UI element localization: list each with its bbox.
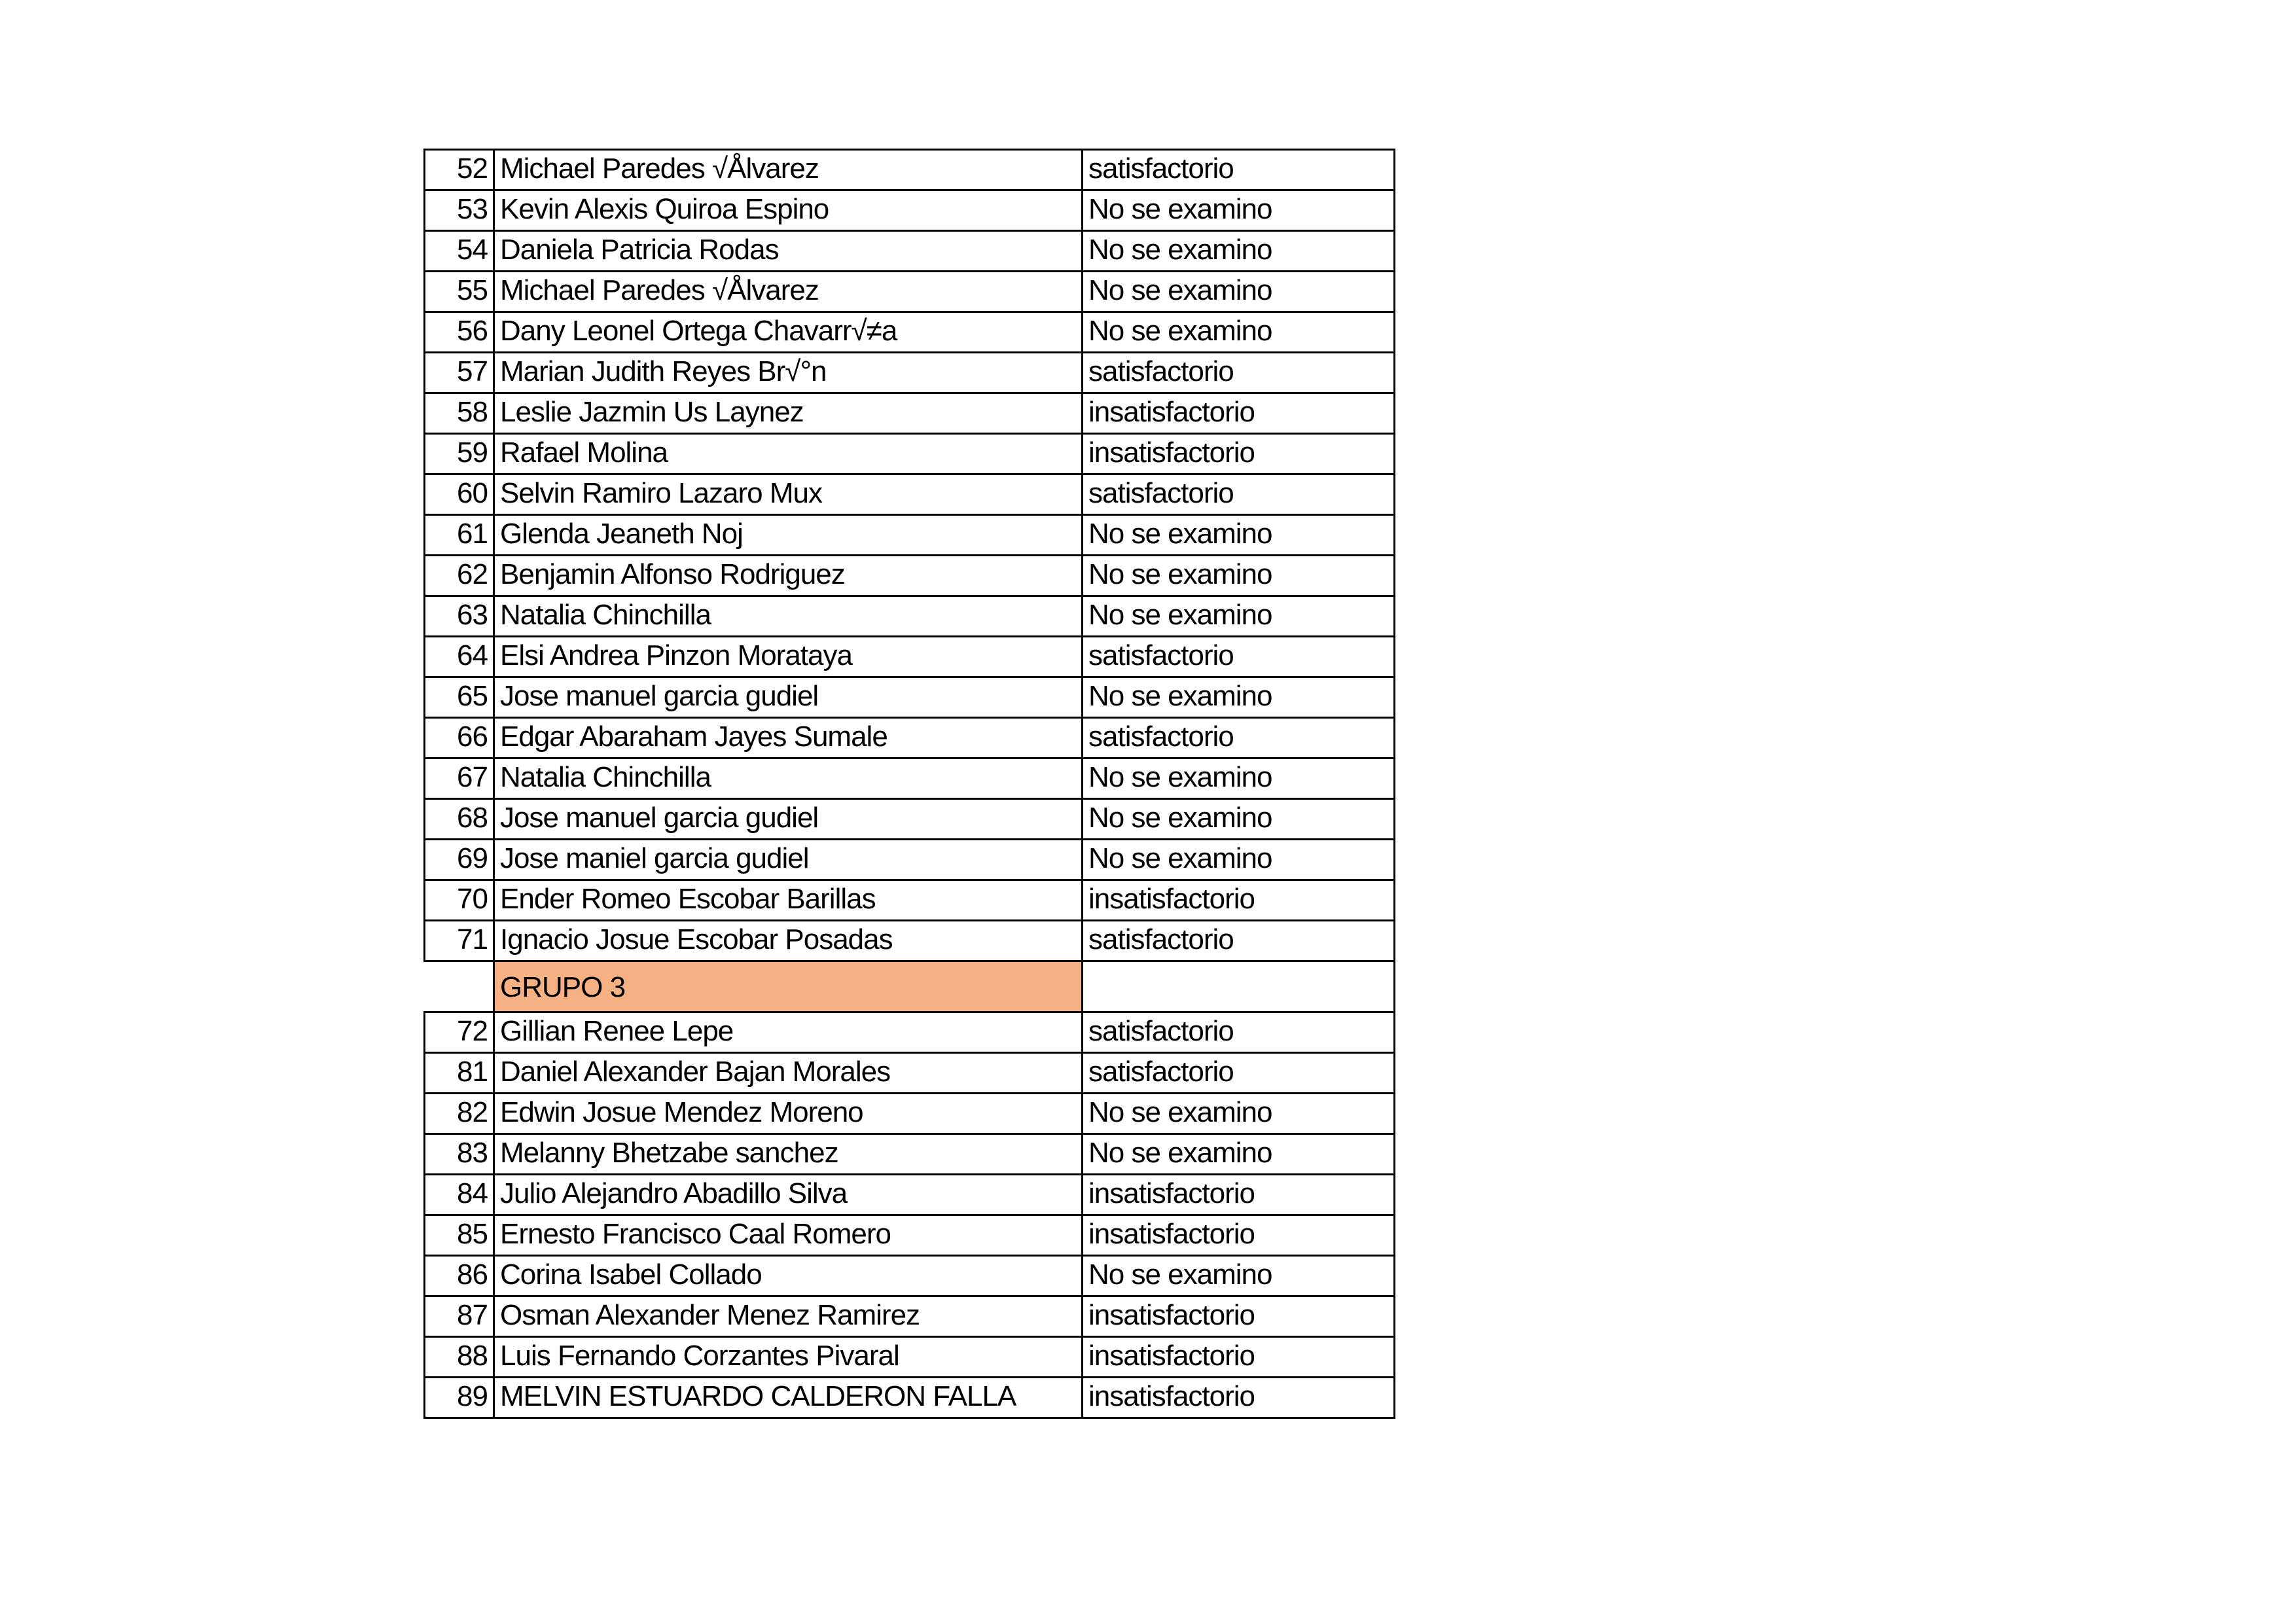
exam-result-cell: No se examino (1083, 677, 1395, 718)
table-row (425, 880, 1395, 921)
table-row (425, 474, 1395, 515)
group-number-cell (425, 961, 494, 1012)
exam-result-cell: insatisfactorio (1083, 434, 1395, 474)
student-name-cell: Edgar Abaraham Jayes Sumale (494, 718, 1083, 758)
group-result-cell (1083, 961, 1395, 1012)
row-number-cell: 87 (425, 1296, 494, 1337)
exam-result-cell: insatisfactorio (1083, 1215, 1395, 1256)
table-row (425, 677, 1395, 718)
row-number-cell: 53 (425, 190, 494, 231)
table-row (425, 150, 1395, 190)
exam-result-cell: No se examino (1083, 1256, 1395, 1296)
table-row (425, 1094, 1395, 1134)
student-name-cell: Ernesto Francisco Caal Romero (494, 1215, 1083, 1256)
student-name-cell: Jose manuel garcia gudiel (494, 677, 1083, 718)
row-number-cell: 62 (425, 556, 494, 596)
group-label-cell: GRUPO 3 (494, 961, 1083, 1012)
row-number-cell: 70 (425, 880, 494, 921)
row-number-cell: 71 (425, 921, 494, 961)
exam-result-cell: No se examino (1083, 190, 1395, 231)
student-name-cell: Benjamin Alfonso Rodriguez (494, 556, 1083, 596)
exam-result-cell: No se examino (1083, 1134, 1395, 1175)
student-name-cell: Leslie Jazmin Us Laynez (494, 393, 1083, 434)
table-row (425, 353, 1395, 393)
exam-result-cell: No se examino (1083, 758, 1395, 799)
exam-result-cell: satisfactorio (1083, 921, 1395, 961)
student-name-cell: Daniel Alexander Bajan Morales (494, 1053, 1083, 1094)
student-name-cell: Marian Judith Reyes Br√°n (494, 353, 1083, 393)
table-row (425, 434, 1395, 474)
row-number-cell: 57 (425, 353, 494, 393)
exam-result-cell: satisfactorio (1083, 150, 1395, 190)
row-number-cell: 85 (425, 1215, 494, 1256)
row-number-cell: 89 (425, 1378, 494, 1418)
table-row (425, 231, 1395, 272)
exam-result-cell: No se examino (1083, 799, 1395, 840)
table-row (425, 272, 1395, 312)
table-row (425, 1256, 1395, 1296)
exam-result-cell: satisfactorio (1083, 1012, 1395, 1053)
table-row (425, 1215, 1395, 1256)
student-name-cell: Rafael Molina (494, 434, 1083, 474)
student-name-cell: Natalia Chinchilla (494, 758, 1083, 799)
row-number-cell: 84 (425, 1175, 494, 1215)
table-row (425, 1012, 1395, 1053)
table-row (425, 556, 1395, 596)
table-row (425, 515, 1395, 556)
student-name-cell: Ignacio Josue Escobar Posadas (494, 921, 1083, 961)
student-name-cell: Dany Leonel Ortega Chavarr√≠a (494, 312, 1083, 353)
table-row (425, 637, 1395, 677)
table-row (425, 758, 1395, 799)
student-name-cell: Melanny Bhetzabe sanchez (494, 1134, 1083, 1175)
row-number-cell: 56 (425, 312, 494, 353)
student-name-cell: Daniela Patricia Rodas (494, 231, 1083, 272)
table-row (425, 1378, 1395, 1418)
exam-result-cell: satisfactorio (1083, 1053, 1395, 1094)
student-name-cell: Gillian Renee Lepe (494, 1012, 1083, 1053)
row-number-cell: 64 (425, 637, 494, 677)
roster-body (425, 150, 1395, 1418)
student-name-cell: Michael Paredes √Ålvarez (494, 272, 1083, 312)
table-row (425, 1296, 1395, 1337)
student-name-cell: Jose maniel garcia gudiel (494, 840, 1083, 880)
table-row (425, 1053, 1395, 1094)
row-number-cell: 52 (425, 150, 494, 190)
student-name-cell: Selvin Ramiro Lazaro Mux (494, 474, 1083, 515)
row-number-cell: 59 (425, 434, 494, 474)
exam-result-cell: insatisfactorio (1083, 1175, 1395, 1215)
exam-result-cell: insatisfactorio (1083, 880, 1395, 921)
row-number-cell: 81 (425, 1053, 494, 1094)
row-number-cell: 60 (425, 474, 494, 515)
table-row (425, 921, 1395, 961)
table-row (425, 312, 1395, 353)
student-name-cell: Glenda Jeaneth Noj (494, 515, 1083, 556)
student-name-cell: Julio Alejandro Abadillo Silva (494, 1175, 1083, 1215)
exam-result-cell: satisfactorio (1083, 637, 1395, 677)
student-name-cell: Elsi Andrea Pinzon Morataya (494, 637, 1083, 677)
row-number-cell: 86 (425, 1256, 494, 1296)
table-row (425, 1134, 1395, 1175)
exam-result-cell: No se examino (1083, 272, 1395, 312)
table-row (425, 596, 1395, 637)
student-name-cell: Edwin Josue Mendez Moreno (494, 1094, 1083, 1134)
exam-result-cell: No se examino (1083, 1094, 1395, 1134)
student-name-cell: Luis Fernando Corzantes Pivaral (494, 1337, 1083, 1378)
exam-result-cell: insatisfactorio (1083, 1296, 1395, 1337)
table-row (425, 1175, 1395, 1215)
student-name-cell: Jose manuel garcia gudiel (494, 799, 1083, 840)
exam-result-cell: No se examino (1083, 840, 1395, 880)
row-number-cell: 68 (425, 799, 494, 840)
row-number-cell: 65 (425, 677, 494, 718)
row-number-cell: 61 (425, 515, 494, 556)
row-number-cell: 82 (425, 1094, 494, 1134)
table-row (425, 799, 1395, 840)
row-number-cell: 58 (425, 393, 494, 434)
table-row (425, 840, 1395, 880)
exam-result-cell: satisfactorio (1083, 353, 1395, 393)
student-name-cell: Corina Isabel Collado (494, 1256, 1083, 1296)
exam-result-cell: insatisfactorio (1083, 393, 1395, 434)
student-name-cell: MELVIN ESTUARDO CALDERON FALLA (494, 1378, 1083, 1418)
row-number-cell: 63 (425, 596, 494, 637)
student-name-cell: Michael Paredes √Ålvarez (494, 150, 1083, 190)
row-number-cell: 66 (425, 718, 494, 758)
row-number-cell: 69 (425, 840, 494, 880)
exam-result-cell: No se examino (1083, 596, 1395, 637)
exam-result-cell: insatisfactorio (1083, 1378, 1395, 1418)
table-row (425, 393, 1395, 434)
student-name-cell: Osman Alexander Menez Ramirez (494, 1296, 1083, 1337)
row-number-cell: 83 (425, 1134, 494, 1175)
table-row (425, 190, 1395, 231)
group-header-row (425, 961, 1395, 1012)
student-name-cell: Natalia Chinchilla (494, 596, 1083, 637)
table-row (425, 1337, 1395, 1378)
exam-result-cell: No se examino (1083, 231, 1395, 272)
exam-result-cell: satisfactorio (1083, 474, 1395, 515)
student-name-cell: Ender Romeo Escobar Barillas (494, 880, 1083, 921)
exam-result-cell: satisfactorio (1083, 718, 1395, 758)
exam-result-cell: No se examino (1083, 515, 1395, 556)
exam-result-cell: insatisfactorio (1083, 1337, 1395, 1378)
exam-result-cell: No se examino (1083, 312, 1395, 353)
row-number-cell: 67 (425, 758, 494, 799)
student-name-cell: Kevin Alexis Quiroa Espino (494, 190, 1083, 231)
row-number-cell: 72 (425, 1012, 494, 1053)
exam-result-cell: No se examino (1083, 556, 1395, 596)
row-number-cell: 55 (425, 272, 494, 312)
row-number-cell: 54 (425, 231, 494, 272)
table-row (425, 718, 1395, 758)
row-number-cell: 88 (425, 1337, 494, 1378)
results-table (423, 149, 1395, 1419)
